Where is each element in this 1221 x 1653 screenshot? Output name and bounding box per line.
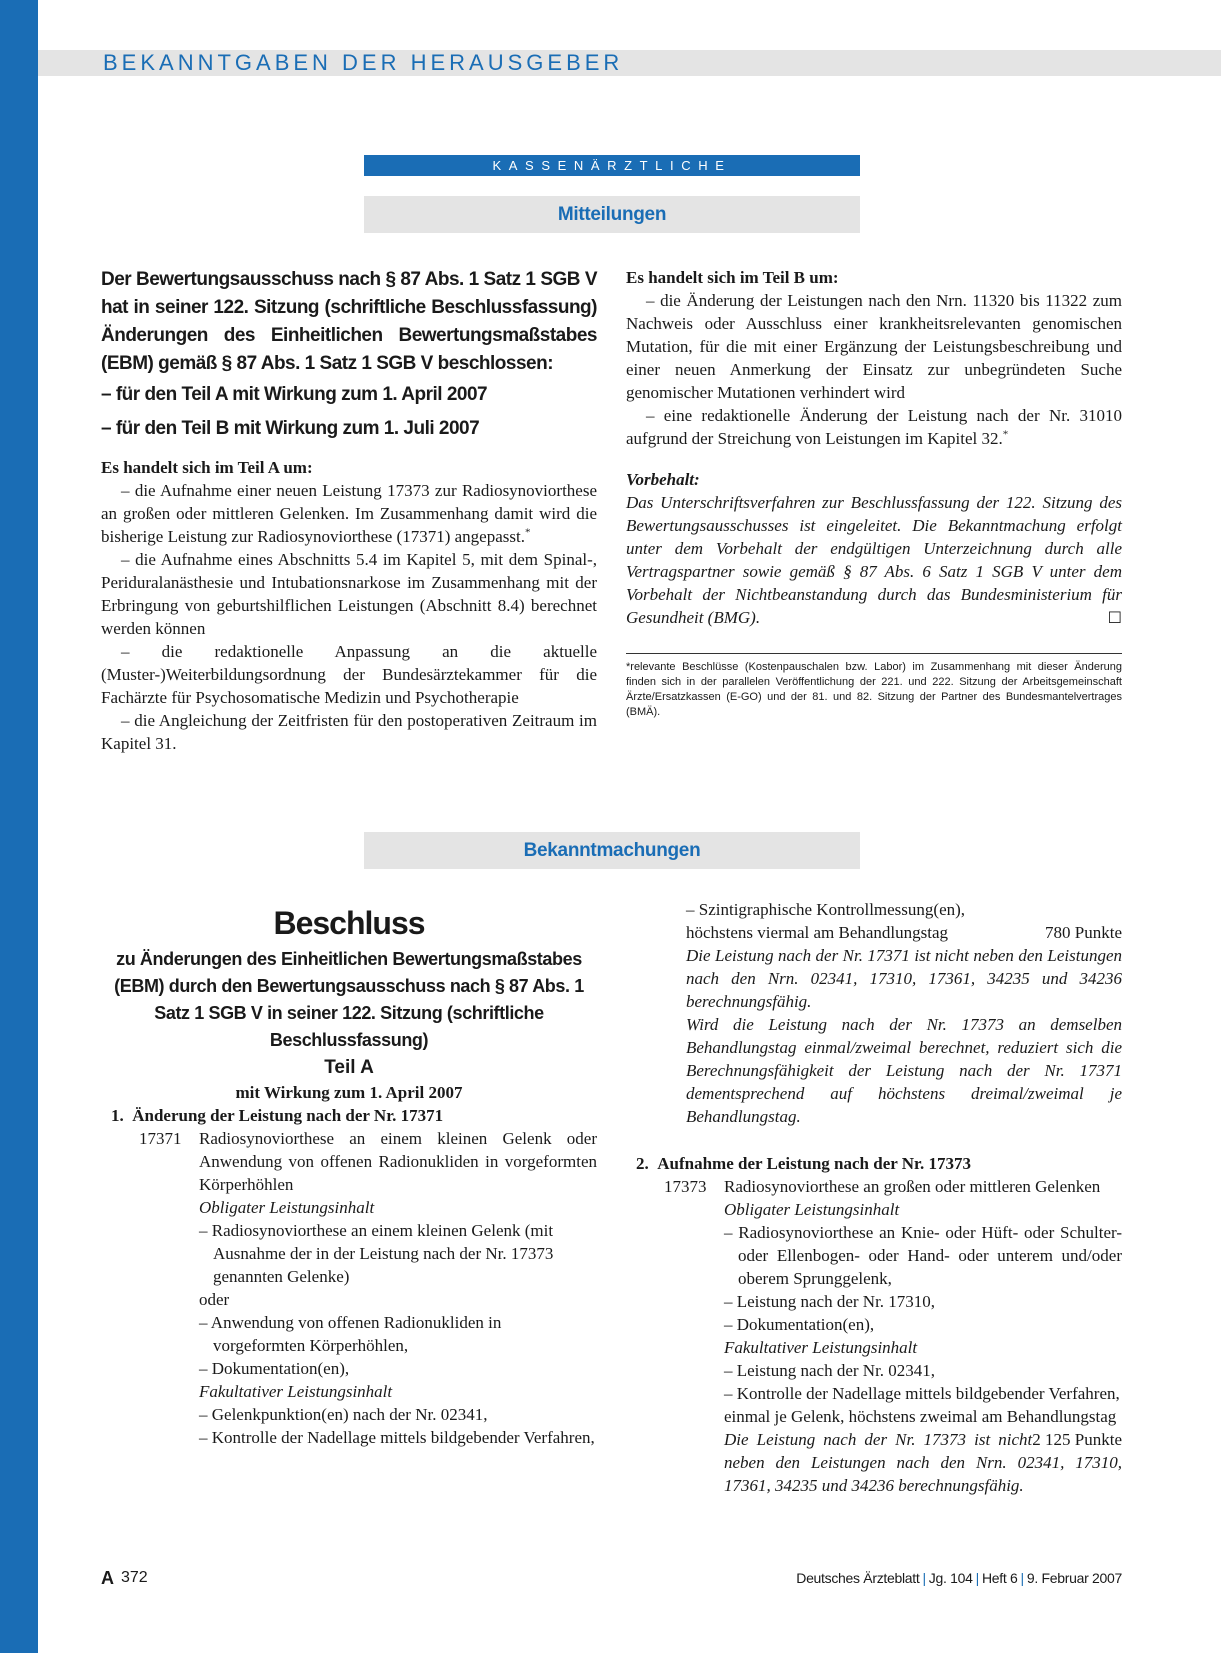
leistung-description: Radiosynoviorthese an einem kleinen Gelenk oder Anwendung von offenen Radionukliden in vorgeformten Körperhöhlen — [199, 1129, 597, 1194]
list-item: – Radiosynoviorthese an einem kleinen Gelenk (mit Ausnahme der in der Leistung nach der Nr. 17373 genannten Gelenke) — [199, 1221, 554, 1286]
beschluss-subtitle: zu Änderungen des Einheitlichen Bewertungsmaßstabes (EBM) durch den Bewertungsausschuss nach § 87 Abs. 1 Satz 1 SGB V in seiner 122. Sitzung (schriftliche Beschlussfassung) — [114, 949, 584, 1050]
note: Die Leistung nach der Nr. 17371 ist nicht neben den Leistungen nach den Nrn. 02341, 17310, 17361, 34235 und 34236 berechnungsfähig. — [686, 946, 1122, 1011]
teil-a-paragraph: – die Aufnahme einer neuen Leistung 17373 zur Radiosynoviorthese an großen oder mittleren Gelenken. Im Zusammenhang damit wird die bisherige Leistung zur Radiosynoviorthese (17371) angepasst.* — [101, 481, 597, 546]
list-item: – Gelenkpunktion(en) nach der Nr. 02341, — [199, 1405, 488, 1424]
beschluss-section-2 — [626, 1152, 1122, 1497]
frequency-line: einmal je Gelenk, höchstens zweimal am Behandlungstag 2 125 Punkte — [724, 1407, 1122, 1449]
vorbehalt-label: Vorbehalt: — [626, 470, 700, 489]
kbv-label: KASSENÄRZTLICHE BUNDESVEREINIGUNG — [364, 155, 860, 176]
footnote: *relevante Beschlüsse (Kostenpauschalen bzw. Labor) im Zusammenhang mit dieser Änderung finden sich in der parallelen Veröffentlichung der 221. und 222. Sitzung der Arbeitsgemeinschaft Ärzte/Ersatzkassen (E-GO) und der 81. und 82. Sitzung der Partner des Bundesmantelvertrages (BMÄ). — [626, 661, 1122, 718]
section-1-heading: 1. Änderung der Leistung nach der Nr. 17371 — [111, 1106, 444, 1125]
section-title: BEKANNTGABEN DER HERAUSGEBER — [103, 50, 624, 75]
frequency-line: höchstens viermal am Behandlungstag 780 Punkte — [686, 923, 1122, 942]
oder-text: oder — [199, 1290, 230, 1309]
teil-a-paragraph: – die Aufnahme eines Abschnitts 5.4 im Kapitel 5, mit dem Spinal-, Periduralanästhesie und Intubationsnarkose im Zusammenhang mit der Erbringung von geburtshilflichen Leistungen (Abschnitt 8.4) berechnet werden können — [101, 550, 597, 638]
list-item: – Kontrolle der Nadellage mittels bildgebender Verfahren, — [199, 1428, 595, 1447]
points-value: 780 Punkte — [1045, 923, 1122, 942]
journal-name: Deutsches Ärzteblatt — [796, 1570, 920, 1586]
section-2-heading: 2. Aufnahme der Leistung nach der Nr. 17373 — [636, 1154, 971, 1173]
section-header — [38, 50, 1221, 76]
teil-b-paragraph: – eine redaktionelle Änderung der Leistung nach der Nr. 31010 aufgrund der Streichung von Leistungen im Kapitel 32.* — [626, 406, 1122, 448]
journal-info: Deutsches Ärzteblatt | Jg. 104 | Heft 6 | 9. Februar 2007 — [796, 1570, 1122, 1586]
bekanntmachungen-heading: Bekanntmachungen — [364, 832, 860, 869]
teil-a-paragraph: – die Angleichung der Zeitfristen für den postoperativen Zeitraum im Kapitel 31. — [101, 711, 597, 753]
page-footer — [101, 1568, 1122, 1592]
footnote-marker: * — [1002, 428, 1009, 441]
mitteilungen-column-right — [626, 266, 1122, 720]
obligat-label: Obligater Leistungsinhalt — [724, 1200, 900, 1219]
lead-block — [101, 266, 597, 446]
obligat-label: Obligater Leistungsinhalt — [199, 1198, 375, 1217]
beschluss-continuation — [686, 898, 1122, 1128]
note: Die Leistung nach der Nr. 17373 ist nicht neben den Leistungen nach den Nrn. 02341, 17310, 17361, 34235 und 34236 berechnungsfähig. — [724, 1430, 1122, 1495]
teil-a-heading: Es handelt sich im Teil A um: — [101, 458, 313, 477]
points-value: 2 125 Punkte — [1032, 1430, 1122, 1449]
list-item: – Kontrolle der Nadellage mittels bildgebender Verfahren, — [724, 1384, 1120, 1403]
beschluss-teil: Teil A — [324, 1057, 374, 1078]
beschluss-wirkung: mit Wirkung zum 1. April 2007 — [235, 1083, 463, 1102]
list-item: – Dokumentation(en), — [724, 1315, 875, 1334]
leistung-body — [199, 1127, 597, 1449]
list-item: – Szintigraphische Kontrollmessung(en), — [686, 900, 966, 919]
journal-volume: Jg. 104 — [928, 1570, 973, 1586]
list-item: – Leistung nach der Nr. 17310, — [724, 1292, 936, 1311]
end-square-icon: ☐ — [1107, 608, 1122, 627]
beschluss-title: Beschluss — [273, 905, 425, 941]
teil-b-paragraph: – die Änderung der Leistungen nach den Nrn. 11320 bis 11322 zum Nachweis oder Ausschluss einer krankheitsrelevanten genomischen Mutation, für die mit einer Ergänzung der Leistungsbeschreibung und einer neuen Anmerkung der Einsatz zur unbegründeten Suche genomischer Mutationen verhindert wird — [626, 291, 1122, 402]
list-item: – Radiosynoviorthese an Knie- oder Hüft- oder Schulter- oder Ellenbogen- oder Hand- oder unterem und/oder oberem Sprunggelenk, — [724, 1223, 1122, 1288]
page-number: 372 — [121, 1569, 148, 1586]
mitteilungen-column-left — [101, 266, 597, 755]
fakultativ-label: Fakultativer Leistungsinhalt — [724, 1338, 918, 1357]
leistung-code: 17373 — [664, 1177, 707, 1196]
lead-item-a: – für den Teil A mit Wirkung zum 1. April 2007 — [101, 384, 488, 405]
left-color-bar — [0, 0, 38, 1653]
leistung-description: Radiosynoviorthese an großen oder mittleren Gelenken — [724, 1177, 1101, 1196]
teil-b-heading: Es handelt sich im Teil B um: — [626, 268, 839, 287]
fakultativ-label: Fakultativer Leistungsinhalt — [199, 1382, 393, 1401]
journal-date: 9. Februar 2007 — [1026, 1570, 1122, 1586]
list-item: – Leistung nach der Nr. 02341, — [724, 1361, 936, 1380]
journal-issue: Heft 6 — [981, 1570, 1018, 1586]
footnote-rule — [626, 653, 1122, 654]
list-item: – Dokumentation(en), — [199, 1359, 350, 1378]
beschluss-column-left — [101, 900, 597, 1449]
leistung-code: 17371 — [139, 1129, 182, 1148]
leistung-17371 — [101, 1127, 597, 1449]
page-prefix: A — [101, 1568, 114, 1588]
lead-item-b: – für den Teil B mit Wirkung zum 1. Juli 2007 — [101, 418, 480, 439]
leistung-17373 — [626, 1175, 1122, 1497]
teil-a-paragraph: – die redaktionelle Anpassung an die aktuelle (Muster-)Weiterbildungsordnung der Bundesärztekammer für die Fachärzte für Psychosomatische Medizin und Psychotherapie — [101, 642, 597, 707]
lead-text: Der Bewertungsausschuss nach § 87 Abs. 1 Satz 1 SGB V hat in seiner 122. Sitzung (schriftliche Beschlussfassung) Änderungen des Einheitlichen Bewertungsmaßstabes (EBM) gemäß § 87 Abs. 1 Satz 1 SGB V beschlossen: — [101, 269, 597, 374]
leistung-body — [724, 1175, 1122, 1497]
vorbehalt-text: Das Unterschriftsverfahren zur Beschlussfassung der 122. Sitzung des Bewertungsausschusses ist eingeleitet. Die Bekanntmachung erfolgt unter dem Vorbehalt der endgültigen Unterzeichnung durch alle Vertragspartner sowie gemäß § 87 Abs. 6 Satz 1 SGB V unter dem Vorbehalt der Nichtbeanstandung durch das Bundesministerium für Gesundheit (BMG). ☐ — [626, 493, 1122, 627]
footnote-marker: * — [524, 526, 531, 539]
list-item: – Anwendung von offenen Radionukliden in vorgeformten Körperhöhlen, — [199, 1313, 502, 1355]
note: Wird die Leistung nach der Nr. 17373 an demselben Behandlungstag einmal/zweimal berechnet, reduziert sich die Berechnungsfähigkeit der Leistung nach der Nr. 17371 dementsprechend auf höchstens dreimal/zweimal je Behandlungstag. — [686, 1015, 1122, 1126]
mitteilungen-heading: Mitteilungen — [364, 196, 860, 233]
